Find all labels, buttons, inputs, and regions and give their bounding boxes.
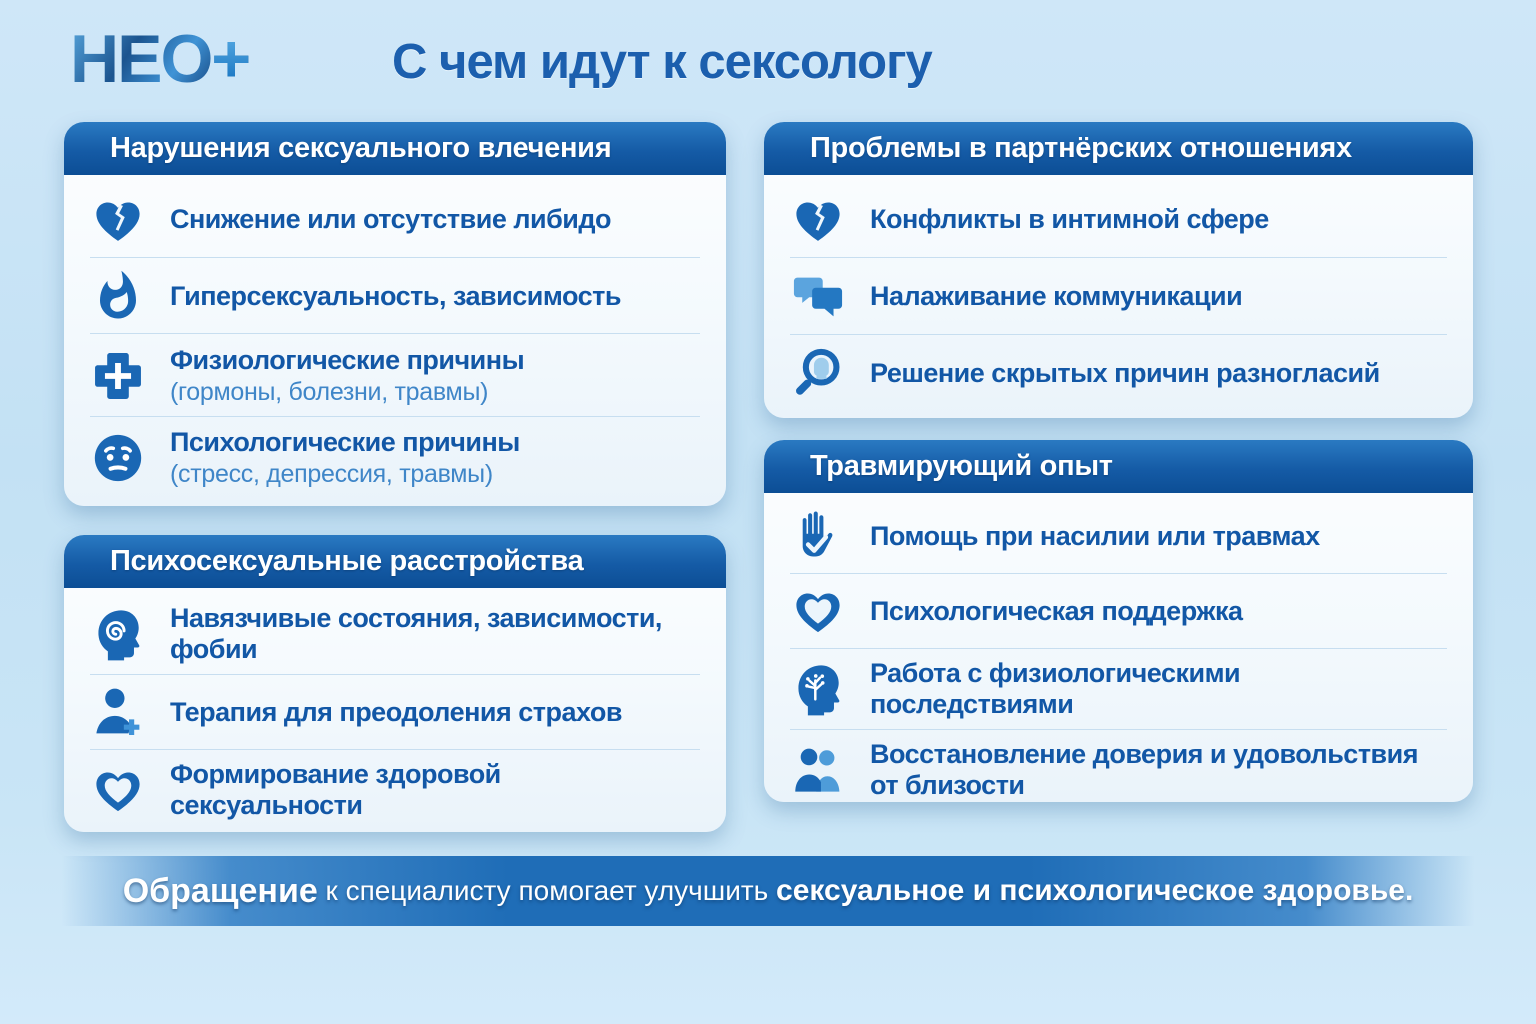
page-title: С чем идут к сексологу [392, 35, 932, 89]
item-text [170, 603, 700, 665]
broken-heart-icon [790, 192, 846, 248]
item-text [870, 358, 1380, 389]
item-text [870, 658, 1447, 720]
item-text [170, 281, 621, 312]
item-text [170, 697, 622, 728]
list-item [790, 730, 1447, 810]
item-title: Налаживание коммуникации [870, 281, 1243, 311]
item-title: Решение скрытых причин разногласий [870, 357, 1380, 388]
list-item [790, 336, 1447, 410]
speech-bubbles-icon [790, 269, 846, 325]
item-text [170, 204, 611, 235]
footer-banner [0, 856, 1536, 926]
list-item [90, 183, 700, 258]
head-tree-icon [790, 661, 846, 717]
hand-check-icon [790, 508, 846, 564]
item-title: Помощь при насилии или травмах [870, 520, 1320, 551]
medical-cross-icon [90, 348, 146, 404]
card-item-list [64, 175, 726, 506]
list-item [90, 750, 700, 830]
couple-icon [790, 742, 846, 798]
list-item [90, 675, 700, 750]
logo-text: НЕО [70, 21, 212, 97]
card-title: Нарушения сексуального влечения [110, 132, 612, 164]
banner-emphasis-text: сексуальное и психологическое здоровье. [776, 874, 1414, 907]
card-item-list [64, 588, 726, 832]
item-text [170, 345, 524, 407]
banner-lead-text: Обращение [122, 871, 318, 910]
list-item [790, 183, 1447, 258]
card-partner-relationship-problems [764, 122, 1473, 418]
item-title: Конфликты в интимной сфере [870, 204, 1269, 235]
head-spiral-icon [90, 606, 146, 662]
card-header [64, 122, 726, 175]
logo-plus-icon: + [211, 21, 250, 97]
list-item [790, 499, 1447, 574]
item-title: Работа с физиологическими последствиями [870, 658, 1241, 719]
item-title: Терапия для преодоления страхов [170, 696, 622, 727]
card-title: Проблемы в партнёрских отношениях [810, 132, 1352, 164]
card-header [64, 535, 726, 588]
item-title: Навязчивые состояния, зависимости, фобии [170, 603, 662, 664]
card-sexual-desire-disorders [64, 122, 726, 506]
item-text [870, 204, 1269, 235]
list-item [790, 649, 1447, 730]
item-title: Гиперсексуальность, зависимость [170, 280, 621, 311]
broken-heart-icon [90, 192, 146, 248]
item-title: Восстановление доверия и удовольствия от близости [870, 739, 1418, 800]
card-item-list [764, 493, 1473, 802]
card-title: Травмирующий опыт [810, 450, 1113, 482]
item-text [870, 281, 1242, 312]
item-text [170, 427, 520, 489]
card-psychosexual-disorders [64, 535, 726, 832]
list-item [90, 259, 700, 334]
worried-face-icon [90, 430, 146, 486]
list-item [90, 594, 700, 675]
item-title: Психологическая поддержка [870, 595, 1243, 626]
list-item [790, 574, 1447, 649]
item-text [870, 739, 1447, 801]
item-text [870, 596, 1243, 627]
card-item-list [764, 175, 1473, 418]
item-title: Формирование здоровой сексуальности [170, 759, 501, 820]
heart-icon [790, 583, 846, 639]
person-plus-icon [90, 684, 146, 740]
item-title: Снижение или отсутствие либидо [170, 204, 612, 235]
item-subtitle: (гормоны, болезни, травмы) [170, 377, 489, 406]
card-title: Психосексуальные расстройства [110, 545, 584, 577]
card-traumatic-experience [764, 440, 1473, 802]
card-header [764, 440, 1473, 493]
flame-icon [90, 268, 146, 324]
card-header [764, 122, 1473, 175]
item-text [870, 521, 1320, 552]
item-title: Физиологические причины [170, 344, 525, 375]
item-text [170, 759, 700, 821]
logo [70, 20, 249, 98]
list-item [790, 260, 1447, 335]
list-item [90, 336, 700, 417]
item-subtitle: (стресс, депрессия, травмы) [170, 460, 493, 489]
item-title: Психологические причины [170, 427, 520, 458]
magnifier-head-icon [790, 345, 846, 401]
list-item [90, 418, 700, 498]
heart-icon [90, 762, 146, 818]
banner-middle-text: к специалисту помогает улучшить [317, 875, 777, 906]
